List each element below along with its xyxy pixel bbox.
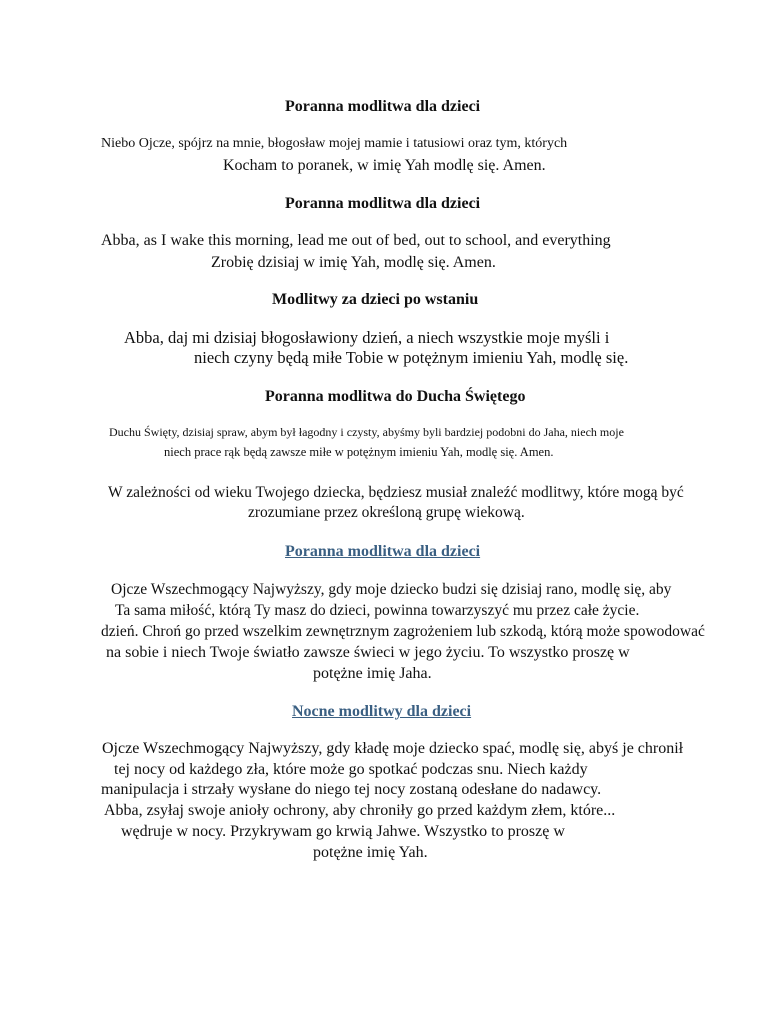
prayer-line: potężne imię Yah. [313, 844, 428, 861]
section-heading: Poranna modlitwa do Ducha Świętego [265, 388, 526, 405]
prayer-line: Abba, daj mi dzisiaj błogosławiony dzień, a niech wszystkie moje myśli i [124, 328, 610, 347]
prayer-line: Ta sama miłość, którą Ty masz do dzieci, powinna towarzyszyć mu przez całe życie. [115, 602, 640, 619]
prayer-line: manipulacja i strzały wysłane do niego tej nocy zostaną odesłane do nadawcy. [101, 781, 602, 798]
section-heading-link[interactable]: Poranna modlitwa dla dzieci [285, 543, 481, 560]
prayer-line: Niebo Ojcze, spójrz na mnie, błogosław mojej mamie i tatusiowi oraz tym, których [101, 136, 568, 151]
prayer-line: niech czyny będą miłe Tobie w potężnym imieniu Yah, modlę się. [194, 348, 629, 367]
info-paragraph-line: zrozumiane przez określoną grupę wiekową. [248, 504, 525, 521]
section-heading: Modlitwy za dzieci po wstaniu [272, 291, 479, 308]
prayer-line: na sobie i niech Twoje światło zawsze świeci w jego życiu. To wszystko proszę w [106, 644, 630, 661]
prayer-line: Zrobię dzisiaj w imię Yah, modlę się. Amen. [211, 254, 496, 271]
section-heading-link[interactable]: Nocne modlitwy dla dzieci [292, 703, 472, 720]
prayer-line: wędruje w nocy. Przykrywam go krwią Jahwe. Wszystko to proszę w [121, 823, 565, 840]
section-heading: Poranna modlitwa dla dzieci [285, 195, 481, 212]
prayer-line: Ojcze Wszechmogący Najwyższy, gdy moje dziecko budzi się dzisiaj rano, modlę się, aby [111, 581, 672, 598]
prayer-line: niech prace rąk będą zawsze miłe w potężnym imieniu Yah, modlę się. Amen. [164, 445, 554, 459]
prayer-line: Abba, zsyłaj swoje anioły ochrony, aby chroniły go przed każdym złem, które... [104, 802, 616, 819]
prayer-line: Ojcze Wszechmogący Najwyższy, gdy kładę moje dziecko spać, modlę się, abyś je chronił [102, 740, 684, 757]
info-paragraph-line: W zależności od wieku Twojego dziecka, będziesz musiał znaleźć modlitwy, które mogą być [108, 484, 684, 501]
section-heading: Poranna modlitwa dla dzieci [285, 98, 481, 115]
prayer-line: Kocham to poranek, w imię Yah modlę się. Amen. [223, 157, 546, 174]
prayer-line: dzień. Chroń go przed wszelkim zewnętrznym zagrożeniem lub szkodą, którą może spowodować [101, 623, 705, 640]
prayer-line: Abba, as I wake this morning, lead me out of bed, out to school, and everything [101, 232, 611, 249]
prayer-line: potężne imię Jaha. [313, 665, 432, 682]
prayer-line: Duchu Święty, dzisiaj spraw, abym był łagodny i czysty, abyśmy byli bardziej podobni do Jaha, niech moje [109, 425, 624, 439]
prayer-line: tej nocy od każdego zła, które może go spotkać podczas snu. Niech każdy [114, 761, 588, 778]
